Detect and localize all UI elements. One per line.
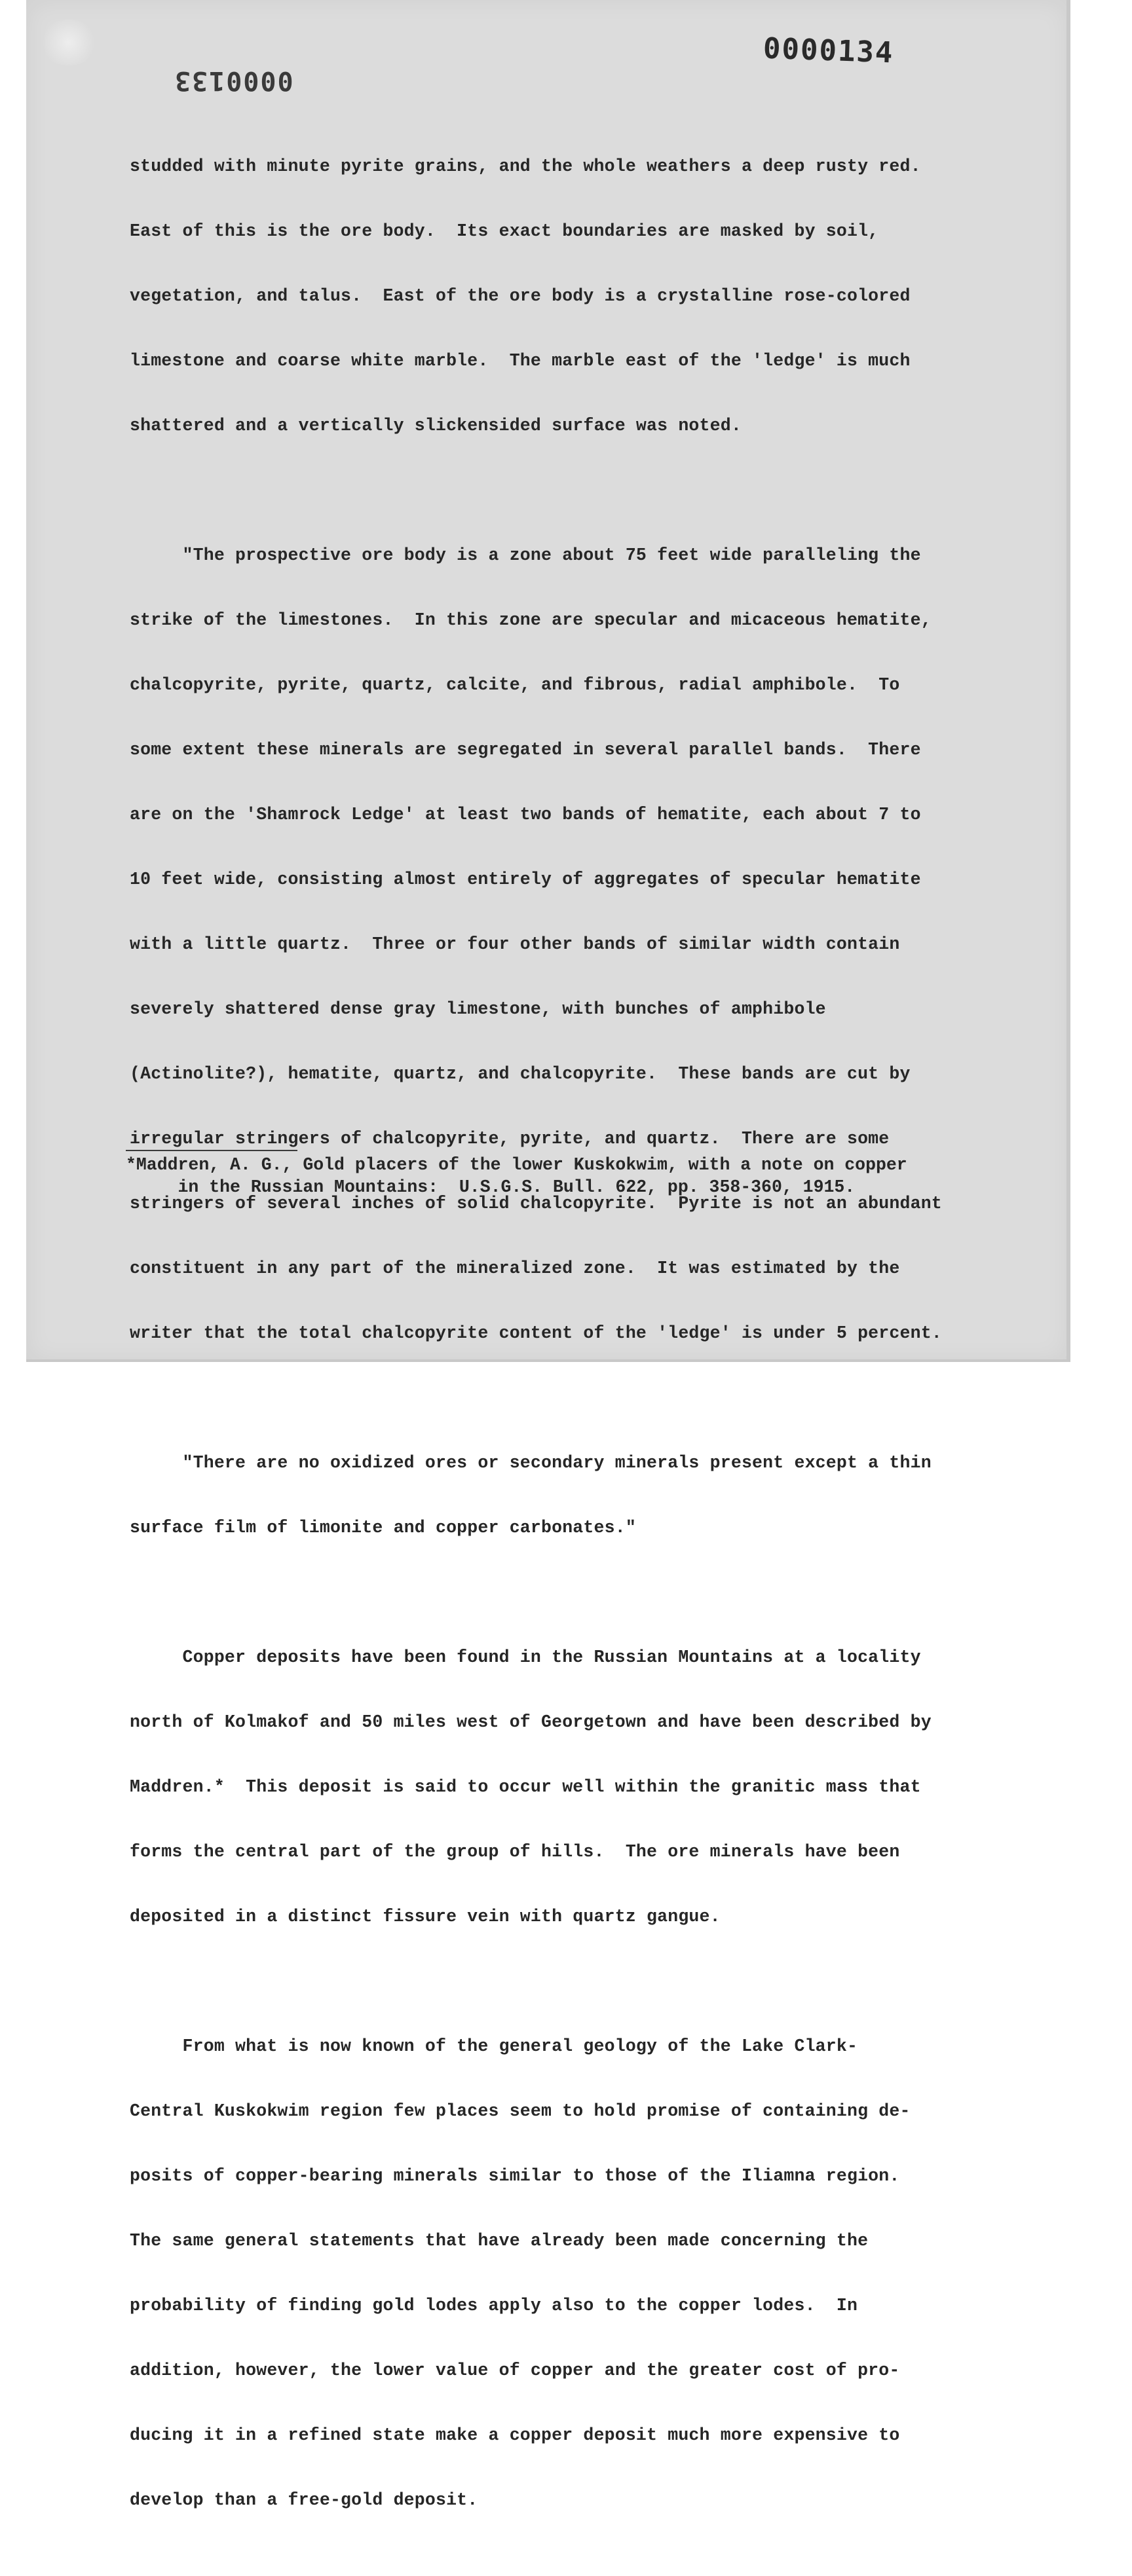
text-line: deposited in a distinct fissure vein with quartz gangue. <box>130 1907 721 1926</box>
text-line: Maddren.* This deposit is said to occur well within the granitic mass that <box>130 1777 921 1797</box>
text-line: East of this is the ore body. Its exact boundaries are masked by soil, <box>130 221 879 241</box>
text-line: ducing it in a refined state make a copper deposit much more expensive to <box>130 2425 900 2445</box>
sheet-edge <box>1066 0 1070 1362</box>
text-line: chalcopyrite, pyrite, quartz, calcite, and fibrous, radial amphibole. To <box>130 675 900 695</box>
text-line: "The prospective ore body is a zone about 75 feet wide paralleling the <box>130 545 921 565</box>
text-line: are on the 'Shamrock Ledge' at least two bands of hematite, each about 7 to <box>130 805 921 824</box>
text-line: north of Kolmakof and 50 miles west of Georgetown and have been described by <box>130 1712 932 1732</box>
paragraph <box>130 113 981 480</box>
paragraph <box>130 1409 981 1582</box>
text-line: constituent in any part of the mineralized zone. It was estimated by the <box>130 1259 900 1278</box>
text-line: limestone and coarse white marble. The marble east of the 'ledge' is much <box>130 351 911 371</box>
text-line: Central Kuskokwim region few places seem to hold promise of containing de- <box>130 2101 911 2121</box>
text-line: some extent these minerals are segregated in several parallel bands. There <box>130 740 921 760</box>
text-line: probability of finding gold lodes apply also to the copper lodes. In <box>130 2296 858 2315</box>
paragraph <box>130 502 981 1388</box>
text-line: vegetation, and talus. East of the ore body is a crystalline rose-colored <box>130 286 911 306</box>
footnote-line: in the Russian Mountains: U.S.G.S. Bull. 622, pp. 358-360, 1915. <box>126 1177 856 1197</box>
text-line: with a little quartz. Three or four other bands of similar width contain <box>130 934 900 954</box>
text-line: 10 feet wide, consisting almost entirely of aggregates of specular hematite <box>130 870 921 889</box>
paragraph <box>130 1604 981 1971</box>
page-number-stamp: 0000134 <box>763 31 895 70</box>
text-line: Copper deposits have been found in the Russian Mountains at a locality <box>130 1647 921 1667</box>
footnote-divider <box>126 1150 297 1151</box>
text-line: strike of the limestones. In this zone are specular and micaceous hematite, <box>130 610 932 630</box>
text-line: stringers of several inches of solid chalcopyrite. Pyrite is not an abundant <box>130 1194 942 1213</box>
text-line: forms the central part of the group of hills. The ore minerals have been <box>130 1842 900 1862</box>
text-line: (Actinolite?), hematite, quartz, and chalcopyrite. These bands are cut by <box>130 1064 911 1084</box>
footnote-line: *Maddren, A. G., Gold placers of the lower Kuskokwim, with a note on copper <box>126 1155 907 1175</box>
body-text <box>130 113 981 2576</box>
text-line: develop than a free-gold deposit. <box>130 2490 478 2510</box>
text-line: writer that the total chalcopyrite content of the 'ledge' is under 5 percent. <box>130 1323 942 1343</box>
text-line: studded with minute pyrite grains, and the whole weathers a deep rusty red. <box>130 156 921 176</box>
footnote <box>126 1154 977 1198</box>
text-line: addition, however, the lower value of copper and the greater cost of pro- <box>130 2361 900 2380</box>
text-line: irregular stringers of chalcopyrite, pyrite, and quartz. There are some <box>130 1129 890 1149</box>
text-line: severely shattered dense gray limestone, with bunches of amphibole <box>130 999 826 1019</box>
paper-smudge <box>39 20 98 65</box>
inverted-page-number-stamp: 0000133 <box>174 65 293 96</box>
paragraph <box>130 1993 981 2554</box>
text-line: "There are no oxidized ores or secondary minerals present except a thin <box>130 1453 932 1473</box>
text-line: The same general statements that have already been made concerning the <box>130 2231 869 2251</box>
text-line: surface film of limonite and copper carbonates." <box>130 1518 636 1537</box>
text-line: posits of copper-bearing minerals similar to those of the Iliamna region. <box>130 2166 900 2186</box>
text-line: From what is now known of the general geology of the Lake Clark- <box>130 2036 858 2056</box>
text-line: shattered and a vertically slickensided surface was noted. <box>130 416 742 435</box>
